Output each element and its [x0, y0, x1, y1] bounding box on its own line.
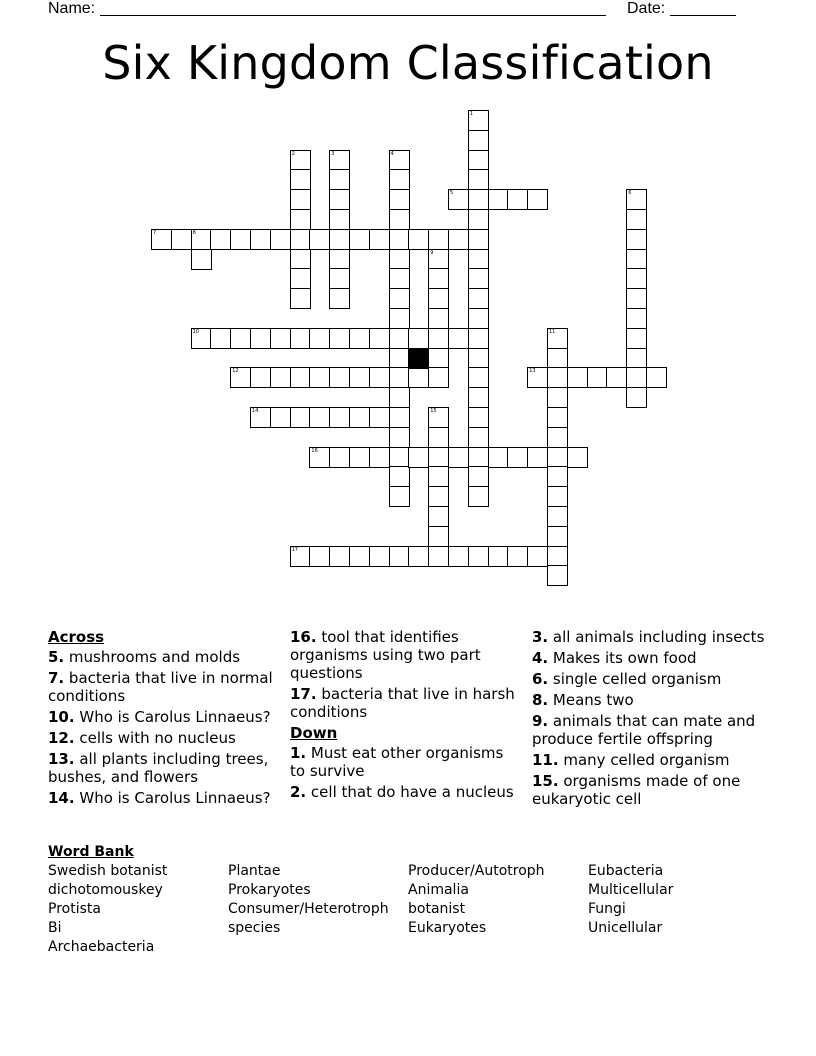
- crossword-cell[interactable]: [626, 308, 647, 329]
- crossword-cell[interactable]: [547, 387, 568, 408]
- crossword-cell[interactable]: [290, 288, 311, 309]
- crossword-cell[interactable]: [369, 229, 390, 250]
- crossword-cell[interactable]: [290, 546, 311, 567]
- crossword-cell[interactable]: [626, 288, 647, 309]
- clue-across-16: 16. tool that identifies organisms using two part questions: [290, 628, 481, 682]
- crossword-cell[interactable]: [468, 447, 489, 468]
- crossword-cell[interactable]: [270, 229, 291, 250]
- crossword-cell[interactable]: [448, 328, 469, 349]
- crossword-cell[interactable]: [329, 407, 350, 428]
- crossword-cell[interactable]: [507, 189, 528, 210]
- crossword-cell[interactable]: [626, 328, 647, 349]
- crossword-cell[interactable]: [389, 427, 410, 448]
- clue-down-2: 2. cell that do have a nucleus: [290, 783, 514, 801]
- crossword-cell[interactable]: [428, 466, 449, 487]
- word-bank-item: botanist: [408, 901, 466, 917]
- crossword-cell[interactable]: [507, 447, 528, 468]
- crossword-cell[interactable]: [389, 387, 410, 408]
- crossword-cell[interactable]: [369, 367, 390, 388]
- crossword-cell[interactable]: [210, 328, 231, 349]
- crossword-cell[interactable]: [290, 189, 311, 210]
- clue-number: 6: [628, 190, 632, 197]
- crossword-cell[interactable]: [389, 367, 410, 388]
- crossword-cell[interactable]: [309, 229, 330, 250]
- crossword-cell[interactable]: [329, 229, 350, 250]
- crossword-cell[interactable]: [567, 367, 588, 388]
- clue-down-1: 1. Must eat other organisms to survive: [290, 744, 504, 780]
- clue-number: 7: [153, 229, 157, 236]
- word-bank-item: Protista: [48, 901, 101, 917]
- crossword-cell[interactable]: [389, 169, 410, 190]
- crossword-cell[interactable]: [230, 229, 251, 250]
- crossword-cell[interactable]: [329, 546, 350, 567]
- crossword-cell[interactable]: [626, 209, 647, 230]
- crossword-cell[interactable]: [329, 268, 350, 289]
- word-bank-item: Producer/Autotroph: [408, 863, 545, 879]
- crossword-cell[interactable]: [349, 447, 370, 468]
- down-heading: Down: [290, 724, 338, 742]
- crossword-cell[interactable]: [329, 367, 350, 388]
- clue-across-7: 7. bacteria that live in normal conditions: [48, 669, 273, 705]
- word-bank-item: Consumer/Heterotroph: [228, 901, 389, 917]
- crossword-cell[interactable]: [626, 348, 647, 369]
- crossword-cell[interactable]: [626, 229, 647, 250]
- crossword-cell[interactable]: [329, 447, 350, 468]
- clue-across-17: 17. bacteria that live in harsh conditions: [290, 685, 515, 721]
- word-bank-item: Swedish botanist: [48, 863, 168, 879]
- crossword-cell[interactable]: [428, 348, 449, 369]
- clue-number: 8: [192, 229, 196, 236]
- word-bank-title: Word Bank: [48, 844, 134, 860]
- crossword-cell[interactable]: [389, 348, 410, 369]
- crossword-cell[interactable]: [389, 268, 410, 289]
- crossword-cell[interactable]: [349, 367, 370, 388]
- word-bank-item: dichotomouskey: [48, 882, 163, 898]
- crossword-cell[interactable]: [547, 367, 568, 388]
- crossword-cell[interactable]: [468, 189, 489, 210]
- crossword-cell[interactable]: [389, 466, 410, 487]
- crossword-cell[interactable]: [290, 209, 311, 230]
- crossword-cell[interactable]: [547, 466, 568, 487]
- crossword-cell[interactable]: [468, 427, 489, 448]
- clues-column-2: [290, 628, 516, 804]
- clue-down-4: 4. Makes its own food: [532, 649, 697, 667]
- word-bank-item: Eubacteria: [588, 863, 664, 879]
- word-bank-item: Animalia: [408, 882, 469, 898]
- crossword-cell[interactable]: [349, 229, 370, 250]
- crossword-cell[interactable]: [389, 229, 410, 250]
- crossword-cell[interactable]: [428, 288, 449, 309]
- crossword-cell[interactable]: [468, 308, 489, 329]
- crossword-cell[interactable]: [428, 308, 449, 329]
- crossword-cell[interactable]: [191, 328, 212, 349]
- word-bank-item: Prokaryotes: [228, 882, 311, 898]
- crossword-cell[interactable]: [349, 328, 370, 349]
- crossword-cell[interactable]: [626, 249, 647, 270]
- crossword-cell[interactable]: [329, 209, 350, 230]
- crossword-cell[interactable]: [468, 387, 489, 408]
- crossword-cell[interactable]: [290, 407, 311, 428]
- blocked-cell: [408, 348, 429, 369]
- crossword-cell[interactable]: [626, 268, 647, 289]
- crossword-cell[interactable]: [527, 546, 548, 567]
- crossword-cell[interactable]: [270, 328, 291, 349]
- crossword-cell[interactable]: [547, 526, 568, 547]
- crossword-cell[interactable]: [468, 288, 489, 309]
- crossword-cell[interactable]: [290, 268, 311, 289]
- clue-down-8: 8. Means two: [532, 691, 634, 709]
- crossword-cell[interactable]: [468, 328, 489, 349]
- clue-across-10: 10. Who is Carolus Linnaeus?: [48, 708, 271, 726]
- crossword-cell[interactable]: [389, 189, 410, 210]
- crossword-cell[interactable]: [290, 328, 311, 349]
- crossword-cell[interactable]: [329, 328, 350, 349]
- clues-column-1: [48, 628, 293, 810]
- crossword-cell[interactable]: [210, 229, 231, 250]
- word-bank-item: species: [228, 920, 281, 936]
- crossword-cell[interactable]: [547, 328, 568, 349]
- clue-across-5: 5. mushrooms and molds: [48, 648, 241, 666]
- clue-number: 9: [430, 249, 434, 256]
- crossword-cell[interactable]: [448, 229, 469, 250]
- clue-down-11: 11. many celled organism: [532, 751, 730, 769]
- crossword-cell[interactable]: [468, 407, 489, 428]
- clue-across-12: 12. cells with no nucleus: [48, 729, 236, 747]
- crossword-cell[interactable]: [488, 546, 509, 567]
- crossword-cell[interactable]: [468, 486, 489, 507]
- crossword-cell[interactable]: [389, 546, 410, 567]
- crossword-cell[interactable]: [428, 367, 449, 388]
- crossword-cell[interactable]: [369, 328, 390, 349]
- clue-number: 12: [232, 368, 239, 375]
- crossword-cell[interactable]: [428, 447, 449, 468]
- crossword-cell[interactable]: [191, 229, 212, 250]
- crossword-cell[interactable]: [468, 130, 489, 151]
- crossword-cell[interactable]: [270, 407, 291, 428]
- crossword-cell[interactable]: [626, 387, 647, 408]
- crossword-cell[interactable]: [408, 447, 429, 468]
- crossword-cell[interactable]: [290, 249, 311, 270]
- word-bank-item: Multicellular: [588, 882, 674, 898]
- crossword-cell[interactable]: [250, 407, 271, 428]
- clue-number: 5: [450, 190, 454, 197]
- crossword-cell[interactable]: [389, 150, 410, 171]
- crossword-cell[interactable]: [448, 447, 469, 468]
- crossword-cell[interactable]: [191, 249, 212, 270]
- crossword-cell[interactable]: [547, 427, 568, 448]
- crossword-cell[interactable]: [547, 546, 568, 567]
- clue-number: 3: [331, 150, 335, 157]
- crossword-cell[interactable]: [369, 546, 390, 567]
- crossword-cell[interactable]: [428, 229, 449, 250]
- crossword-cell[interactable]: [389, 447, 410, 468]
- clue-number: 2: [291, 150, 295, 157]
- clue-across-14: 14. Who is Carolus Linnaeus?: [48, 789, 271, 807]
- crossword-cell[interactable]: [488, 447, 509, 468]
- crossword-cell[interactable]: [547, 407, 568, 428]
- crossword-cell[interactable]: [389, 288, 410, 309]
- crossword-cell[interactable]: [250, 367, 271, 388]
- crossword-cell[interactable]: [290, 150, 311, 171]
- page-title: Six Kingdom Classification: [102, 36, 714, 90]
- crossword-cell[interactable]: [606, 367, 627, 388]
- clue-down-9: 9. animals that can mate and produce fertile offspring: [532, 712, 756, 748]
- crossword-cell[interactable]: [626, 367, 647, 388]
- crossword-cell[interactable]: [428, 506, 449, 527]
- word-bank-item: Eukaryotes: [408, 920, 487, 936]
- clue-down-3: 3. all animals including insects: [532, 628, 765, 646]
- crossword-cell[interactable]: [171, 229, 192, 250]
- crossword-cell[interactable]: [488, 189, 509, 210]
- crossword-cell[interactable]: [408, 546, 429, 567]
- crossword-cell[interactable]: [250, 328, 271, 349]
- crossword-cell[interactable]: [389, 407, 410, 428]
- clue-number: 16: [311, 447, 318, 454]
- crossword-cell[interactable]: [389, 209, 410, 230]
- crossword-cell[interactable]: [468, 268, 489, 289]
- crossword-cell[interactable]: [329, 189, 350, 210]
- crossword-cell[interactable]: [389, 328, 410, 349]
- crossword-cell[interactable]: [329, 169, 350, 190]
- clue-across-13: 13. all plants including trees, bushes, and flowers: [48, 750, 269, 786]
- crossword-cell[interactable]: [290, 169, 311, 190]
- clue-down-6: 6. single celled organism: [532, 670, 722, 688]
- crossword-cell[interactable]: [290, 229, 311, 250]
- crossword-cell[interactable]: [309, 367, 330, 388]
- word-bank-item: Plantae: [228, 863, 281, 879]
- crossword-cell[interactable]: [547, 486, 568, 507]
- crossword-cell[interactable]: [389, 249, 410, 270]
- crossword-cell[interactable]: [468, 110, 489, 131]
- crossword-cell[interactable]: [527, 189, 548, 210]
- crossword-cell[interactable]: [369, 407, 390, 428]
- crossword-cell[interactable]: [230, 328, 251, 349]
- crossword-cell[interactable]: [369, 447, 390, 468]
- crossword-cell[interactable]: [349, 407, 370, 428]
- crossword-cell[interactable]: [626, 189, 647, 210]
- date-label: Date:: [627, 0, 666, 17]
- crossword-cell[interactable]: [468, 348, 489, 369]
- clue-number: 4: [390, 150, 394, 157]
- crossword-cell[interactable]: [389, 486, 410, 507]
- crossword-cell[interactable]: [428, 546, 449, 567]
- crossword-cell[interactable]: [547, 447, 568, 468]
- crossword-cell[interactable]: [408, 328, 429, 349]
- crossword-cell[interactable]: [230, 367, 251, 388]
- crossword-cell[interactable]: [468, 466, 489, 487]
- crossword-cell[interactable]: [309, 447, 330, 468]
- crossword-cell[interactable]: [428, 268, 449, 289]
- crossword-cell[interactable]: [428, 328, 449, 349]
- crossword-cell[interactable]: [309, 328, 330, 349]
- crossword-cell[interactable]: [309, 546, 330, 567]
- crossword-cell[interactable]: [507, 546, 528, 567]
- crossword-cell[interactable]: [468, 229, 489, 250]
- crossword-cell[interactable]: [329, 150, 350, 171]
- across-heading: Across: [48, 628, 105, 646]
- crossword-cell[interactable]: [547, 506, 568, 527]
- clue-number: 13: [529, 368, 536, 375]
- crossword-cell[interactable]: [468, 150, 489, 171]
- name-label: Name:: [48, 0, 96, 17]
- crossword-cell[interactable]: [270, 367, 291, 388]
- crossword-cell[interactable]: [468, 546, 489, 567]
- crossword-cell[interactable]: [468, 367, 489, 388]
- clue-number: 10: [192, 328, 199, 335]
- clue-number: 15: [430, 408, 437, 414]
- crossword-cell[interactable]: [428, 407, 449, 428]
- word-bank-item: Fungi: [588, 901, 626, 917]
- crossword-cell[interactable]: [468, 169, 489, 190]
- word-bank-item: Bi: [48, 920, 62, 936]
- crossword-cell[interactable]: [448, 546, 469, 567]
- crossword-cell[interactable]: [250, 229, 271, 250]
- crossword-cell[interactable]: [428, 526, 449, 547]
- crossword-cell[interactable]: [527, 367, 548, 388]
- crossword-cell[interactable]: [349, 546, 370, 567]
- clue-number: 11: [549, 328, 556, 335]
- crossword-cell[interactable]: [329, 249, 350, 270]
- crossword-cell[interactable]: [408, 367, 429, 388]
- clue-down-15: 15. organisms made of one eukaryotic cell: [532, 772, 741, 808]
- crossword-cell[interactable]: [428, 427, 449, 448]
- clue-number: 14: [252, 408, 259, 414]
- clue-number: 17: [291, 546, 298, 553]
- crossword-cell[interactable]: [290, 367, 311, 388]
- crossword-cell[interactable]: [448, 189, 469, 210]
- crossword-cell[interactable]: [527, 447, 548, 468]
- clue-number: 1: [469, 111, 473, 117]
- crossword-cell[interactable]: [567, 447, 588, 468]
- crossword-cell[interactable]: [547, 565, 568, 586]
- crossword-cell[interactable]: [408, 229, 429, 250]
- crossword-cell[interactable]: [646, 367, 667, 388]
- crossword-cell[interactable]: [389, 308, 410, 329]
- clues-column-3: [532, 628, 772, 811]
- crossword-cell[interactable]: [309, 407, 330, 428]
- crossword-cell[interactable]: [547, 348, 568, 369]
- crossword-cell[interactable]: [428, 486, 449, 507]
- crossword-cell[interactable]: [587, 367, 608, 388]
- crossword-cell[interactable]: [151, 229, 172, 250]
- crossword-cell[interactable]: [329, 288, 350, 309]
- crossword-cell[interactable]: [428, 249, 449, 270]
- crossword-cell[interactable]: [468, 249, 489, 270]
- word-bank-item: Unicellular: [588, 920, 663, 936]
- word-bank-item: Archaebacteria: [48, 939, 155, 955]
- crossword-cell[interactable]: [468, 209, 489, 230]
